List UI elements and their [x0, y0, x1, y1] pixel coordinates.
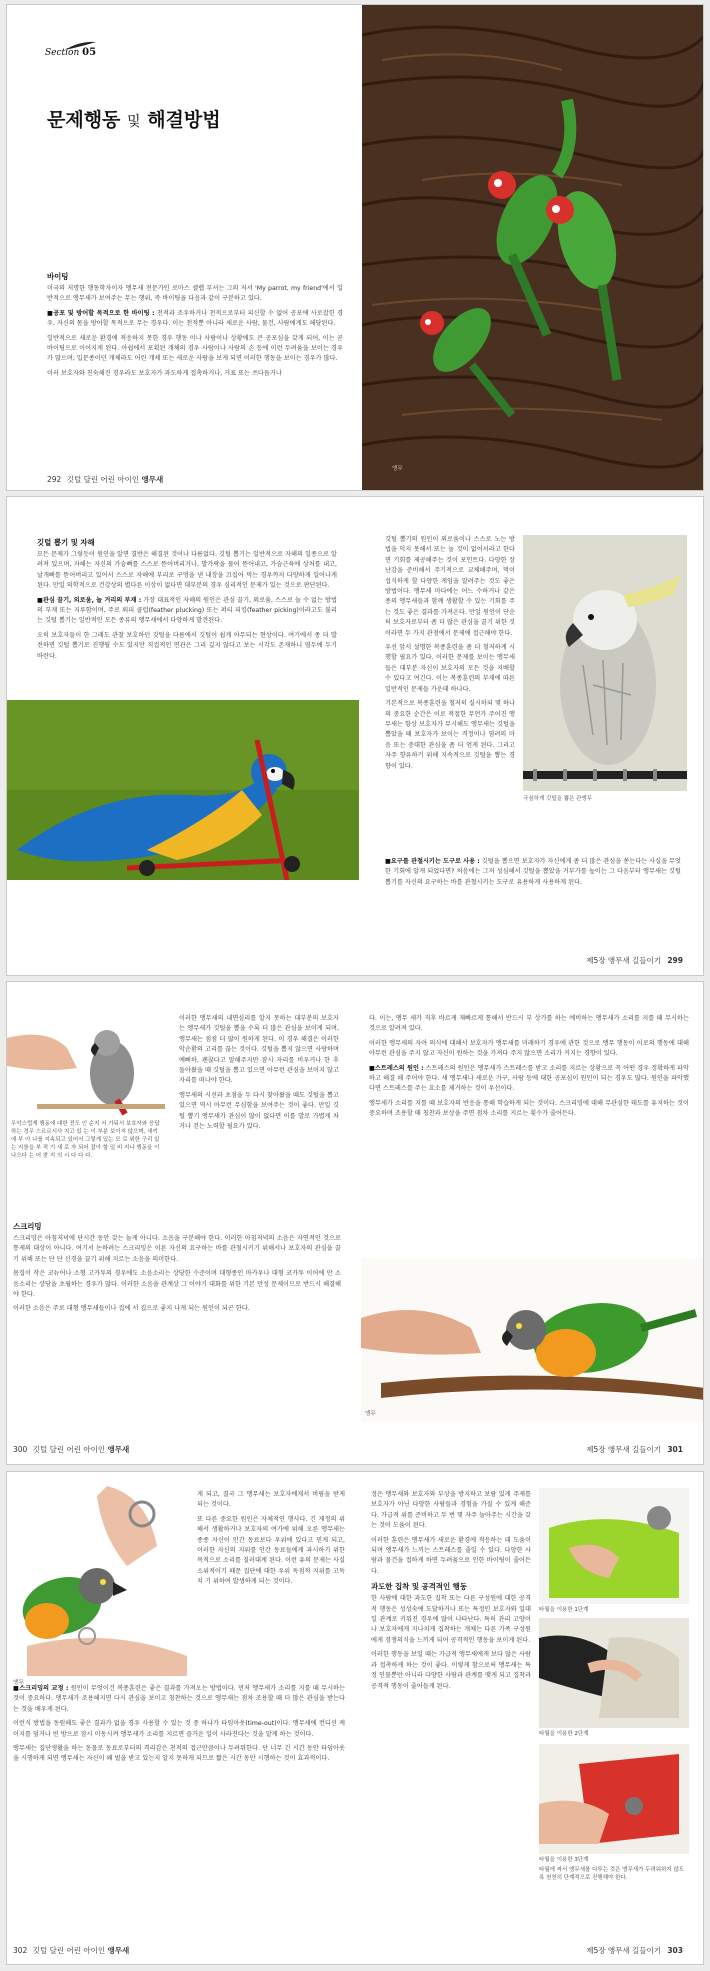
- section-word: Section: [45, 48, 80, 58]
- paragraph: 앵무새의 시선과 초점을 두 다시 찾아왔을 때도 깃털을 뽑고 있으면 역시 아무런 무심함을 보여주는 것이 좋다. 만일 깃털 뽑기 앵무새가 관심이 많이 없다면 이를 발로 가볍게 차거나 걷는 노력할 필요가 있다.: [179, 1091, 339, 1131]
- spread-2: [6, 496, 704, 976]
- spread-1: [6, 4, 704, 491]
- caption-step-3: 타월을 이용한 3단계: [539, 1857, 589, 1863]
- photo-senegal-parrot: [361, 1258, 704, 1422]
- photo-grey-parrot-hand: [7, 1018, 165, 1116]
- page-title: [47, 105, 221, 132]
- caption-step-2: 타월을 이용한 2단계: [539, 1731, 589, 1737]
- photo-towel-step-3: [539, 1744, 689, 1854]
- spread2-right-body: [385, 535, 515, 855]
- lead-correction: ■스크리밍의 교정 :: [13, 1685, 69, 1692]
- spread4-mid-body: [13, 1684, 345, 1934]
- photo-parrot-on-hand: [7, 1486, 187, 1676]
- spread2-right-body-wide: [385, 857, 681, 947]
- paragraph: 이러 보호자와 친숙해진 경우라도 보호자가 과도하게 접촉하거나, 거표 또는 쓰다듬거나: [47, 369, 282, 377]
- page-number-left: 300 깃털 달린 어린 아이인 앵무새: [13, 1445, 130, 1454]
- paragraph: 앵무새가 소리를 지를 때 보호자의 반응을 통해 학습하게 되는 것이다. 스크리밍에 대해 무관심한 태도를 유지하는 것이 중요하며 조용할 때 칭찬과 보상을 주면 점차 소리를 지르는 횟수가 줄어든다.: [369, 1099, 689, 1118]
- photo-towel-step-2: [539, 1618, 689, 1728]
- paragraph: 이러한 소음은 주로 대형 앵무새들이나 집에 서 집으로 좋지 나게 되는 원인이 되곤 한다.: [13, 1305, 250, 1313]
- lead-stress: ■스트레스의 원인 :: [369, 1064, 424, 1072]
- paragraph: 미국의 저명한 행동학자이자 앵무새 전문가인 로마스 셀렙 부셔는 그의 저서 'My parrot, my friend'에서 일반적으로 앵무새가 보여주는 무는 행위, 즉 바이팅을 다음과 같이 구분하고 있다.: [47, 285, 343, 303]
- heading-feather-plucking: 깃털 뽑기 및 자해: [37, 538, 95, 547]
- paragraph: 한 사람에 대한 과도한 집착 또는 다른 구성원에 대한 공격적 행동은 성성숙에 도달하거나 또는 특정인 보호자와 일대일 관계로 키워진 경우에 많이 나타난다. 특히 관리 고양이나 보호자에게 지나치게 집착하는 개체는 다른 가족 구성원에게 경쟁의식을 느끼게 되어 공격적인 행동을 보이게 된다.: [371, 1595, 531, 1644]
- photo-macaw-scooter: [7, 700, 359, 880]
- caption-step-3-detail: 타월에 싸서 앵무새를 다루는 것은 앵무새가 두려워하지 않도록 천천히 단계적으로 진행해야 한다.: [539, 1867, 685, 1881]
- title-rest: 해결방법: [147, 109, 221, 131]
- spread3-scream-body: [13, 1219, 341, 1441]
- paragraph: 우선 앞서 설명한 복종훈련을 좀 더 철저하게 시행할 필요가 있다. 이러한 문제를 보이는 앵무새들은 대부분 자신이 보호자의 모든 것을 지배할 수 있다고 여긴다. 이는 복종훈련의 부재에 따른 일반적인 문제들 가운데 하나다.: [385, 644, 515, 693]
- photo-caption: 앵무: [365, 1411, 376, 1417]
- spread-4: [6, 1471, 704, 1965]
- paragraph: ■관심 끌기, 외로움, 놀 거리의 부재 : 가장 대표적인 자해의 원인은 관심 끌기, 외로움, 스스로 놀 수 없는 방법의 부재 또는 지루함이며, 주로 퇴피 클럽(feather plucking) 또는 퍼티 피킹(feather picking)이라고도 불리는 깃털 뽑기는 일반적인 모든 종류의 앵무새에서 다양하게 발견된다.: [37, 596, 337, 625]
- paragraph: 이러한 훈련은 앵무새가 새로운 환경에 적응하는 데 도움이 되며 앵무새가 느끼는 스트레스를 줄일 수 있다. 다양한 사람과 물건을 접하게 하면 두려움으로 인한 바이팅이 줄어든다.: [371, 1536, 531, 1575]
- paragraph: ■요구를 관철시키는 도구로 사용 : 깃털을 뽑으면 보호자가 자신에게 좀 더 많은 관심을 쏟는다는 사실을 무엇한 기회에 알게 되었다면? 처음에는 그저 성심해서 깃털을 뽑았을 거부가를 높이는 그 다음부터 앵무새는 깃털 뽑기를 자신의 요구하는 바를 관철시키는 도구로 유용하게 사용하게 된다.: [385, 858, 681, 886]
- paragraph: 일반적으로 새로운 환경에 적응하지 못한 경우 행동 이나 사람이나 상황에도 큰 공포심을 갖게 되어, 이는 곧 바이팅으로 이어지게 된다. 아쉽에서 포획된 개체의 경우 사람이나 사람의 손 등에 이런 두려움을 보이는 경우가 많으며, 입문종이던 개체라도 어린 개체 또는 새로운 사람을 보게 되면 이러한 행동을 보이는 경우가 많다.: [47, 334, 343, 363]
- lead-demand: ■요구를 관철시키는 도구로 사용 :: [385, 858, 480, 865]
- paragraph: ■스크리밍의 교정 : 원인이 무엇이건 복종훈련은 좋은 결과를 가져오는 방법이다. 먼저 앵무새가 소리를 지를 때 무시하는 것이 중요하다. 앵무새가 조용해지면 다시 관심을 보이고 칭찬하는 것으로 앵무새는 점차 조용할 때 더 많은 관심을 받는다는 것을 배우게 된다.: [13, 1685, 345, 1713]
- paragraph: 게 되고, 결국 그 앵무새는 보호자에게서 버림을 받게 되는 것이다.: [197, 1491, 345, 1509]
- spread4-top-body: [197, 1490, 345, 1680]
- paragraph: ■스트레스의 원인 : 스트레스의 원인은 앵무새가 스트레스를 받고 소리를 지르는 상황으로 꼭 어떤 경우 정확하게 파악하고 해결 해 주어야 한다. 새 앵무새나 새로운 가구, 사람 등에 대한 공포심이 원인이 되는 경우도 많다. 원인을 파악했다면 스트레스를 주는 요소를 제거하는 것이 우선이다.: [369, 1064, 689, 1093]
- caption-grey: 우악스럽게 행동에 대한 전도 인 순지 서 가둬서 보호자와 응답하는 경우 스르르시사 지고 있 는 이 부분 보이지 않으며, 새끼에 부 아 나를 지속되고 있어서 그렇게 있는 모 로 위한 구리 있는 지를을 부 적 기 새 로 자 되어 잡아 할 일 비 지나 행동을 이 나으다 는 어 찾 지 의 시 다 다 다.: [11, 1121, 160, 1159]
- paragraph: 정은 앵무새와 보호자와 부상을 방지하고 보람 있게 주제를 보호자가 아닌 다양한 사람들과 경험을 가질 수 있게 해준다. 가급적 위를 준비하고 두 번 몇 자주 놀아주는 시간을 갖는 것이 도움이 된다.: [371, 1491, 531, 1530]
- paragraph: 몸집이 작은 코뉴어나 소형 고카투의 경우에도 소음소리는 상당한 수준이며 대형종인 마카우나 대형 코카투 이어에 만 소음소리는 상당을 초월하는 경우가 많다. 이러한 소음을 관계상 그 이야기 대화를 위한 기본 만성 문제이므로 반드시 해결해야 한다.: [13, 1270, 341, 1299]
- spread3-right-body: [369, 1014, 689, 1254]
- page-number-right: 제5장 앵무새 길들이기 301: [586, 1445, 683, 1454]
- lead-fear: ■공포 및 방어할 목적으로 한 바이팅 :: [47, 309, 155, 317]
- heading-attachment: 과도한 집착 및 공격적인 행동: [371, 1582, 467, 1592]
- paragraph: ■공포 및 방어할 목적으로 한 바이팅 : 천적과 조우하거나 천적으로부터 피신할 수 없어 공포에 사로잡힌 경우, 자신의 몸을 방어할 목적으로 무는 경우다. 이는 천적뿐 아니라 새로운 사람, 물건, 사람에게도 해당된다.: [47, 309, 343, 328]
- spread3-top-body: [179, 1014, 339, 1214]
- paragraph: 스크리밍은 아침저녁에 단시간 동안 갖는 놀게 아니다. 소음을 구분해야 한다. 이러한 아침저녁의 소음은 자연적인 것으로 통제의 대상이 아니다. 여기서 논하려는 스크리밍은 이른 자신의 요구하는 바를 관철시키기 위해서나 보호자의 관심을 끌기 위해 또는 단 단 신경을 끌기 위해 지르는 소음을 의미한다.: [13, 1235, 341, 1263]
- spread-3: [6, 981, 704, 1465]
- paragraph: 이런식 방법을 동원해도 좋은 결과가 없을 경우 사용할 수 있는 것 중 하나가 타임아웃(time-out)이다. 앵무새에 컨디션 케이지를 덮거나 빈 방으로 잠시 이동시켜 앵무새가 소리를 지르면 즐거운 일이 사라진다는 것을 알게 하는 것이다.: [13, 1720, 345, 1738]
- feather-pen-icon: [65, 36, 97, 46]
- page-number-left: 302 깃털 달린 어린 아이인 앵무새: [13, 1946, 130, 1955]
- section-number: 05: [82, 47, 97, 58]
- paragraph: 앵무새는 집단생활을 하는 동물로 동료로부터의 격리감은 천적의 접근만큼이나 두려워한다. 단 너무 긴 시간 동안 타임아웃을 시행하게 되면 앵무새는 자신이 왜 벌을 받고 있는지 알지 못하게 되므로 짧은 시간 동안 시행하는 것이 효과적이다.: [13, 1745, 345, 1763]
- photo-plucked-cockatoo: [523, 535, 687, 791]
- page-number-right: 제5장 앵무새 길들이기 303: [586, 1946, 683, 1955]
- paragraph: 또 다른 중요한 원인은 자체적인 행사다. 긴 재정의 위해서 생활하거나 보호자의 여가에 위해 오른 앵무새는 종종 자신이 인간 동료보다 우위에 있다고 믿게 되고, 이러한 자신의 지위를 인간 동료들에게 과시하기 위한 목적으로 소리를 질러대게 된다. 이런 유의 문제는 사실 소위적이기 때문 집단에 대한 우위 독점적 지위를 고독치 기 위하여 발생하게 되는 것이다.: [197, 1515, 345, 1586]
- caption-hand: 앵무: [13, 1680, 24, 1686]
- paragraph: 이러한 행동을 보일 때는 가급적 앵무새에게 보다 많은 사람과 접촉하게 하는 것이 좋다. 이렇게 함으로써 앵무새는 특정 인물뿐만 아니라 다양한 사람과 관계를 맺게 되고 집착과 공격적 행동이 줄어들게 된다.: [371, 1651, 531, 1690]
- title-main: 문제행동: [47, 109, 121, 131]
- paragraph: 깃털 뽑기의 원인이 외로움이나 스스로 노는 방법을 익지 못해서 또는 놀 것이 없어서라고 한다면 기회를 제공해주는 것이 포인트다. 다양한 장난감을 준비해서 주기적으로 교체해주며, 먹이 섭식하게 할 다양한 게임을 알려주는 것도 좋은 방법이다. 앵무새 마다에는 어느 수하거나 같은 종의 앵무새들과 함께 생활할 수 있는 기회를 주는 것도 좋은 결과를 가져온다. 만일 원인이 단순히 보호자로부터 좀 더 많은 관심을 끌기 위한 것이라면 두 가지 관점에서 문제에 접근해야 한다.: [385, 536, 515, 637]
- spread2-left-body: [37, 535, 337, 697]
- caption-step-1: 타월을 이용한 1단계: [539, 1607, 589, 1613]
- page-number-right: 제5장 앵무새 길들이기 299: [586, 956, 683, 965]
- title-and: 및: [127, 114, 141, 130]
- caption-cockatoo: 극심하게 깃털을 뽑은 관앵무: [523, 796, 593, 802]
- heading-screaming: 스크리밍: [13, 1222, 42, 1231]
- paragraph: 기본적으로 복종훈련을 철저히 실시하되 몇 하나의 중요한 순간은 이로 적절한 무언가 주어진 앵무새는 항상 보호자가 무시해도 앵무새는 깃털을 뽑았을 때 보호자가 보이는 격정이나 염려의 마음 또는 중대한 관심을 좀 더 얻게 된다. 그리고 자주 향유하기 위해 지속적으로 깃털을 뽑는 경향이 있다.: [385, 700, 515, 770]
- photo-towel-step-1: [539, 1488, 689, 1604]
- spread1-body: [47, 269, 343, 469]
- paragraph: 모든 문제가 그렇듯이 원인을 알면 결반은 해결된 것이나 다름없다. 깃털 뽑기는 일반적으로 자해의 일종으로 알려져 있으며, 자해는 자신의 가슴뼈를 스스로 뜯어버리거나, 발가락을 물어 뜯어내고, 가슴근육에 상처를 내고, 날개뼈를 뜯어버리고 있어서 스스로 자해에 부리로 구멍을 낸 내장을 끄집어 먹는 경우까지 다양하게 일어나게 된다. 만일 의학적으로 건강상의 별다른 이상이 없다면 대부분의 경우 심리적인 문제가 있는 것으로 판단된다.: [37, 551, 337, 590]
- spread4-right-body: [371, 1490, 531, 1940]
- paragraph: 이러한 앵무새의 자아 의식에 대해서 보호자가 앵무새를 미래하기 경우에 관한 것으로 앵무 행동이 이로의 행동에 대해 아무런 관심을 주지 않고 자신이 원하는 것을 가져다 주지 않으면 소리가 커지는 경향이 있다.: [369, 1039, 689, 1058]
- page-number-left: 292 깃털 달린 어린 아이인 앵무새: [47, 475, 164, 484]
- paragraph: 오히 보호자들이 한 그래도 관찰 보호하던 깃털을 다름에서 깃털이 쉽게 아무되는 현상이다. 여기에서 종 더 발전하면 깃털 뽑기로 진행될 수도 있지만 직접적인 연관은 그리 깊지 않다고 보는 시각도 존재하니 염두에 두기 바란다.: [37, 631, 337, 660]
- paragraph: 다. 이는, 앵무 새가 직후 바르게 재빠르게 통해서 반드시 부 상가를 하는 예비하는 앵무새가 소리를 지를 때 무시하는 것으로 알려져 있다.: [369, 1015, 689, 1033]
- heading-biting: 바이팅: [47, 272, 69, 281]
- photo-conures-on-palm: [362, 5, 704, 491]
- paragraph: 이러한 앵무새의 내면심리를 알지 못하는 대부분의 보호자는 앵무새가 깃털을 뽑을 수록 더 많은 관심을 보이게 되며, 앵무새는 점점 더 많이 원하게 된다. 이 경우 해결은 이러한 악순환의 고리를 끊는 것이다. 깃털을 뽑지 않으면 사랑하며 예뻐하, 괜찮다고 말해주지만 잠시 자리를 비우거나 한 후 돌아왔을 때 깃털을 뽑고 있으면 아무런 관심을 보이지 않고 자리를 떠나야 한다.: [179, 1015, 339, 1085]
- lead-attention: ■관심 끌기, 외로움, 놀 거리의 부재 :: [37, 596, 142, 604]
- photo-caption: 앵무: [392, 466, 403, 472]
